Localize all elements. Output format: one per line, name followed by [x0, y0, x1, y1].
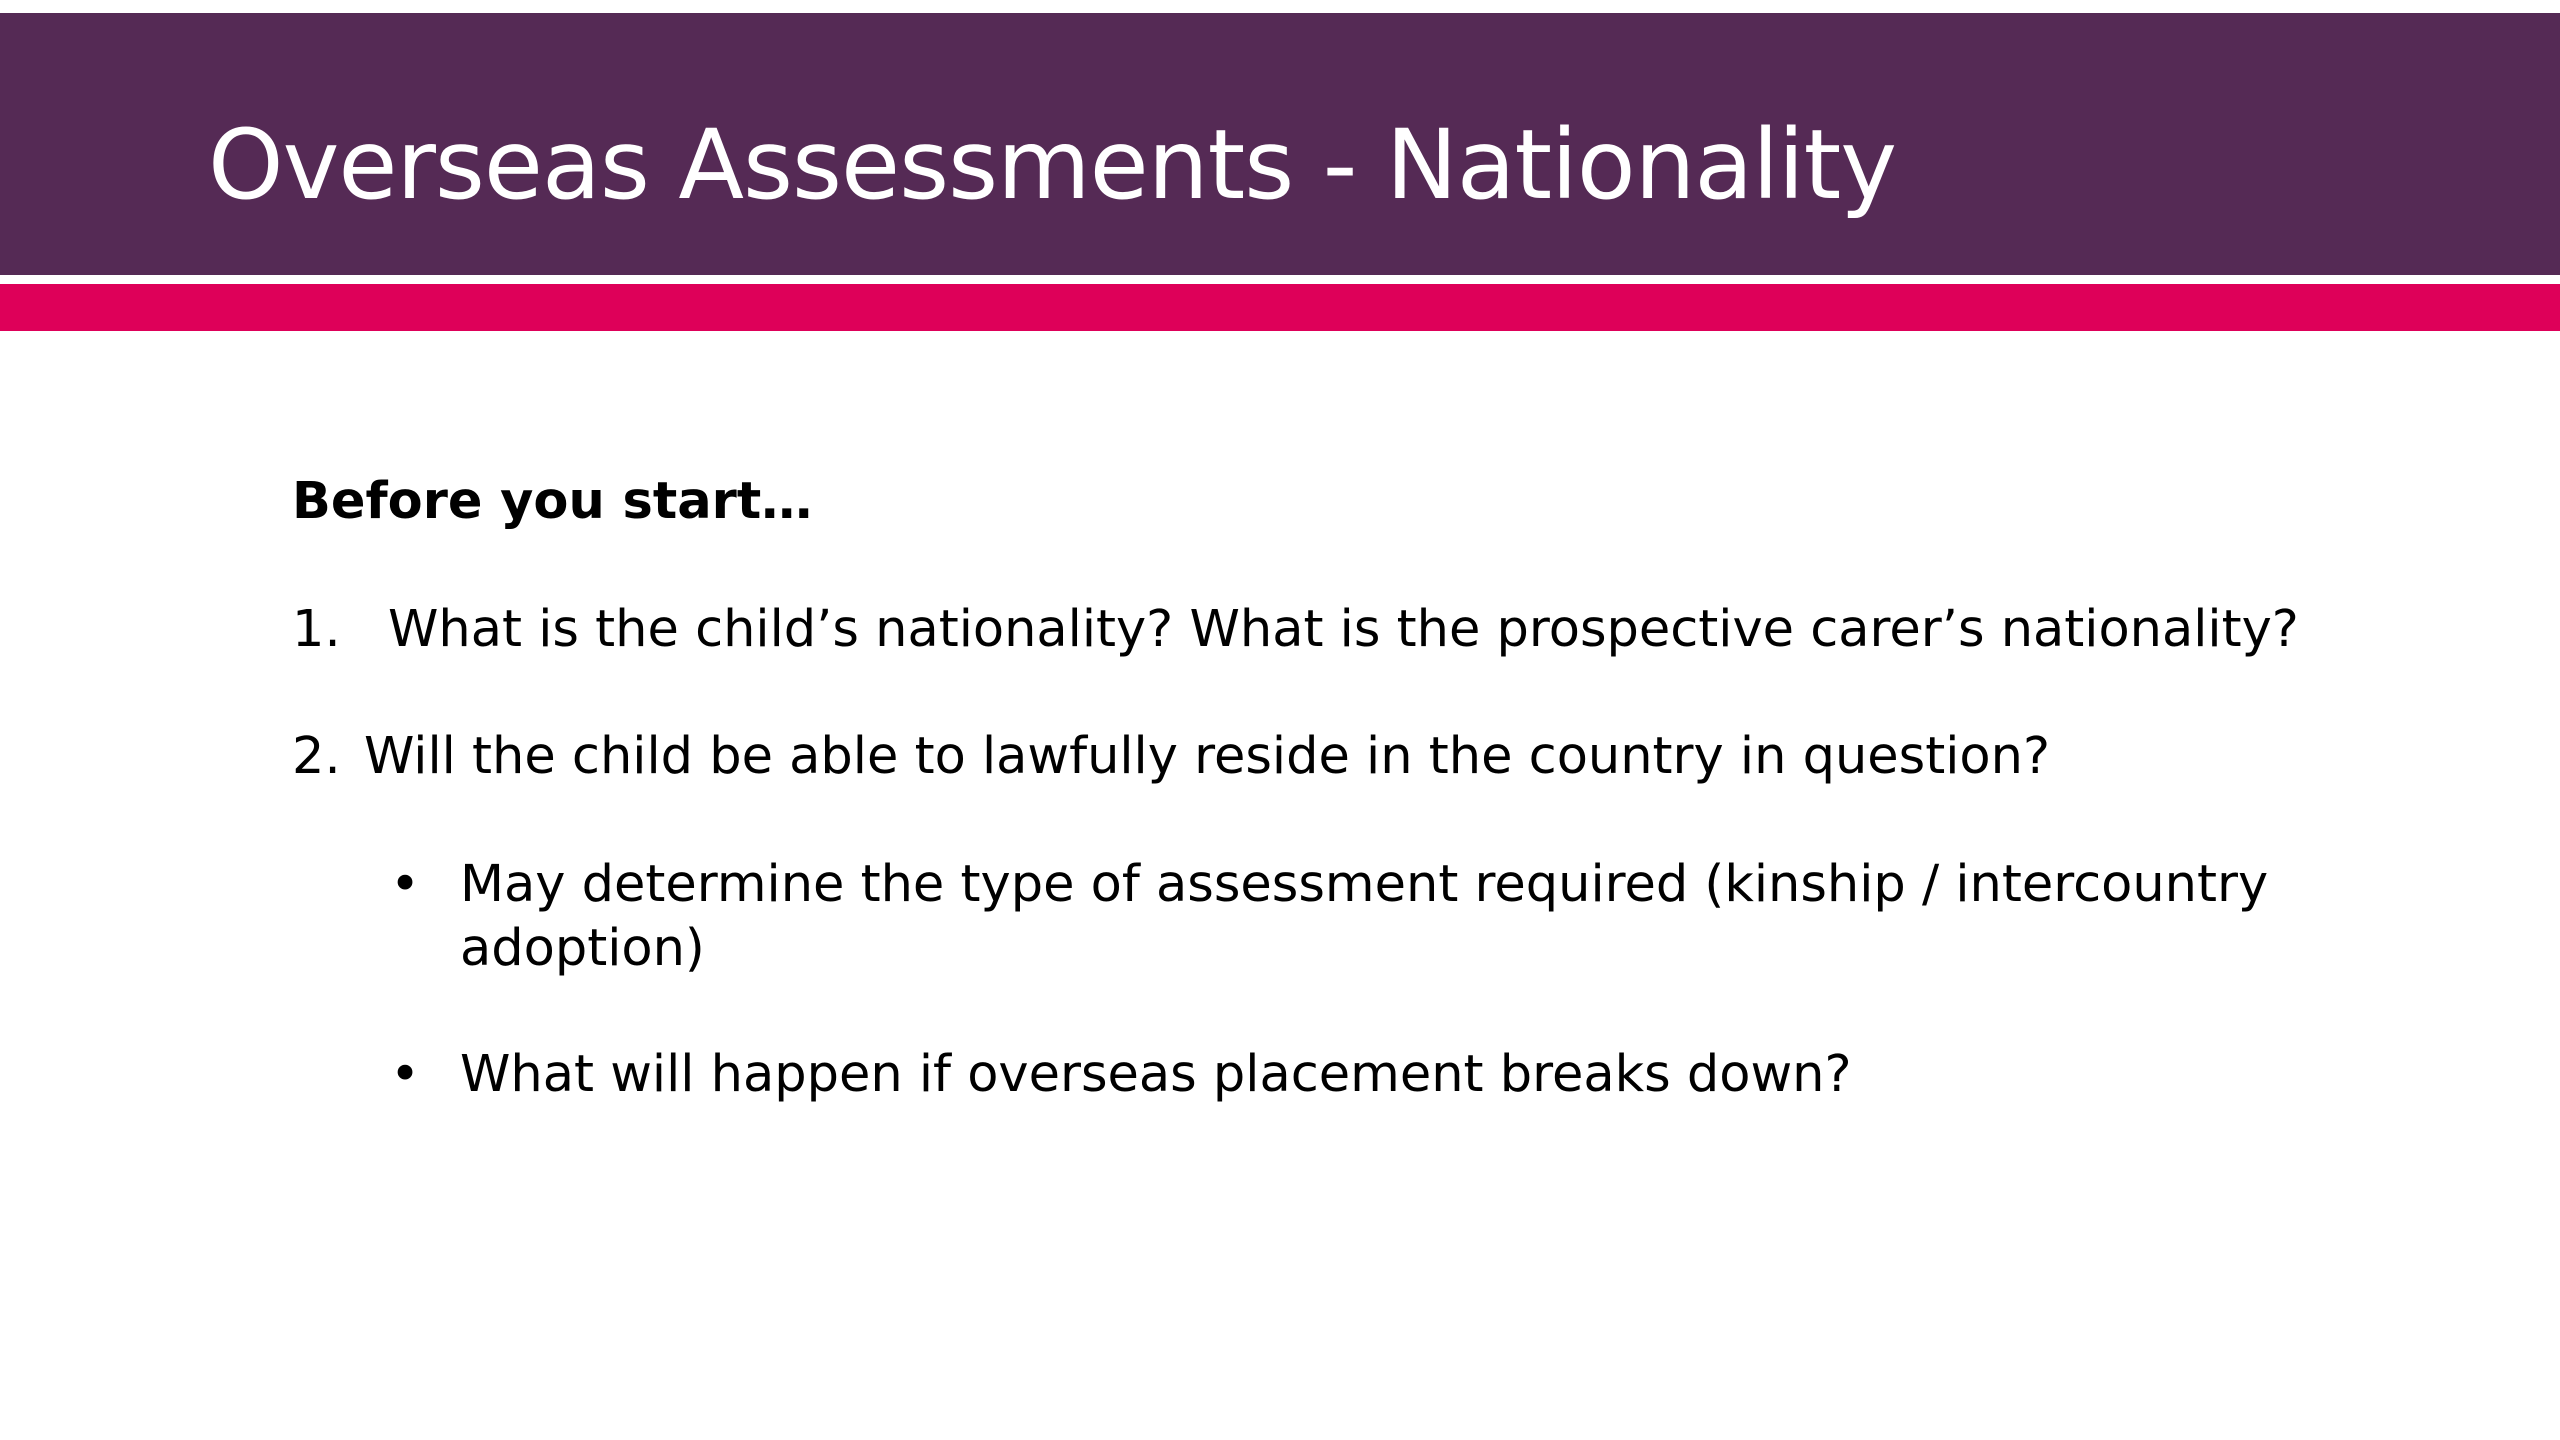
bullet-item-text: May determine the type of assessment required (kinship / intercountry adoption): [460, 855, 2269, 978]
accent-bar: [0, 284, 2560, 331]
numbered-item-marker: 2.: [292, 727, 341, 786]
bullet-item-text: What will happen if overseas placement breaks down?: [460, 1045, 1852, 1104]
numbered-item-1: [292, 598, 2299, 662]
subheading: Before you start…: [292, 472, 813, 531]
numbered-item-text: Will the child be able to lawfully reside in the country in question?: [364, 727, 2051, 786]
numbered-item-2: [292, 725, 2050, 789]
top-strip: [0, 0, 2560, 13]
divider-gap: [0, 275, 2560, 284]
bullet-icon: •: [390, 855, 421, 914]
numbered-item-marker: 1.: [292, 600, 341, 659]
slide-title: Overseas Assessments - Nationality: [208, 109, 1897, 221]
bullet-icon: •: [390, 1045, 421, 1104]
numbered-item-text: What is the child’s nationality? What is the prospective carer’s nationality?: [388, 600, 2299, 659]
